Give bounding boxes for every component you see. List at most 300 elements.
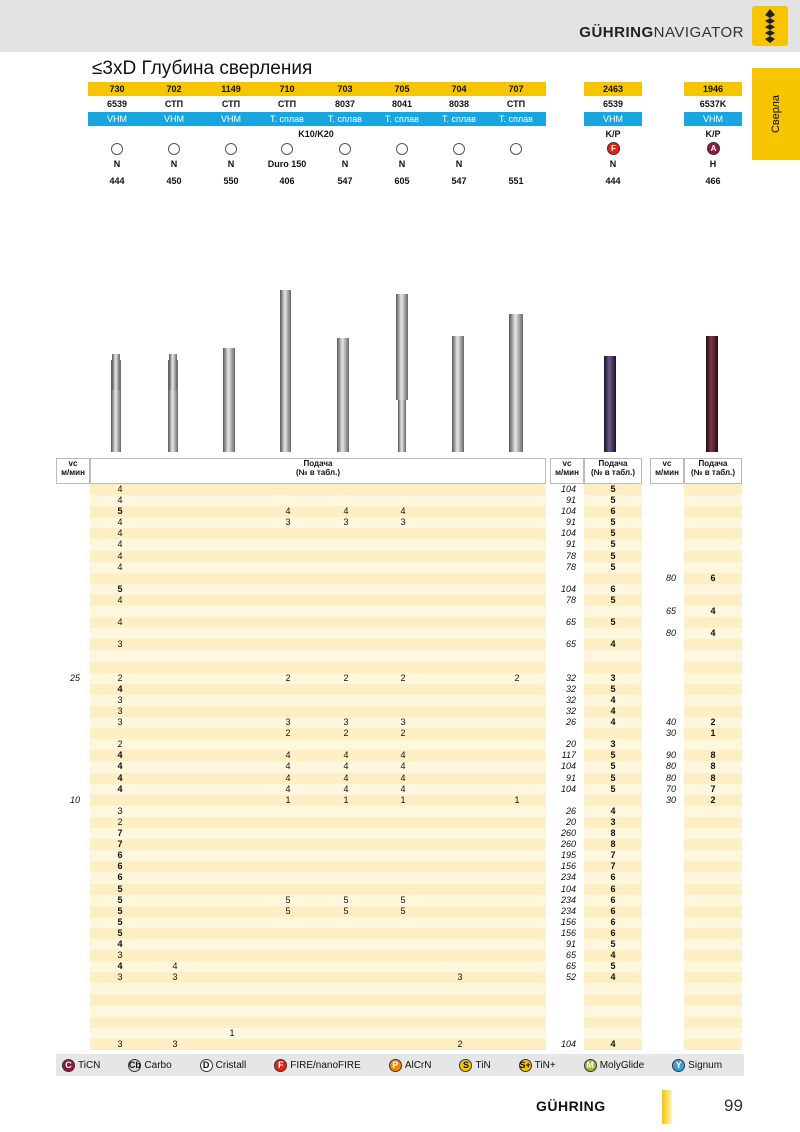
feed-cell-5: 4 [400,783,406,794]
legend-molyglide-icon: M [584,1059,597,1072]
groupC-grade: K/P [705,129,721,139]
feed-cell-0: 6 [117,861,123,872]
row-vc-c: 70 [665,783,676,794]
row-vc-c [652,961,676,972]
feed-cell-4: 4 [343,772,349,783]
row-vc-a [56,517,80,528]
feed-cell-5: 4 [400,772,406,783]
drill-2463 [604,356,616,452]
coating-circle-4 [339,143,351,155]
feed-cell-6 [454,584,466,595]
row-vc-b [552,650,576,661]
feed-cell-4 [340,739,352,750]
feed-cell-0: 4 [117,961,123,972]
feed-cell-1 [169,573,181,584]
drill-704 [452,336,464,452]
feed-cell-5 [397,662,409,673]
feed-cell-7 [511,606,523,617]
row-vc-c [652,1017,676,1028]
feed-cell-4: 1 [343,794,349,805]
feed-cell-5 [397,1039,409,1050]
row-vc-a [56,717,80,728]
feed-cell-7 [511,817,523,828]
feed-cell-3 [282,617,294,628]
feed-cell-7 [511,906,523,917]
row-vc-b: 32 [565,694,576,705]
groupA-shank-2: N [227,159,235,169]
feed-cell-5 [397,939,409,950]
feed-cell-4 [340,983,352,994]
feed-cell-7 [511,995,523,1006]
row-vc-c: 80 [665,761,676,772]
feed-cell-1 [169,628,181,639]
feed-cell-1 [169,884,181,895]
feed-cell-3 [282,1006,294,1017]
row-vc-a [56,939,80,950]
feed-cell-7 [511,884,523,895]
row-vc-a [56,1006,80,1017]
groupA-shank-5: N [398,159,406,169]
row-vc-c [652,995,676,1006]
row-vc-b: 104 [560,506,576,517]
drill-1149 [223,348,235,452]
feed-cell-3 [282,551,294,562]
footer-bar [662,1090,672,1124]
row-feed-c [706,662,720,673]
row-vc-c [652,506,676,517]
feed-cell-6 [454,983,466,994]
row-feed-b [606,728,620,739]
table-row-a [90,650,546,661]
row-feed-b: 5 [610,517,616,528]
feed-cell-3 [282,1039,294,1050]
feed-cell-7 [511,806,523,817]
table-row-a [90,717,546,728]
feed-cell-0 [114,606,126,617]
feed-cell-6 [454,506,466,517]
feed-cell-0: 3 [117,950,123,961]
feed-cell-5 [397,928,409,939]
feed-cell-6 [454,628,466,639]
feed-cell-1 [169,1006,181,1017]
feed-cell-6 [454,995,466,1006]
row-vc-a [56,961,80,972]
feed-cell-6 [454,884,466,895]
row-vc-b: 91 [565,517,576,528]
legend-carbo-icon: Cb [128,1060,141,1070]
feed-cell-1 [169,517,181,528]
feed-cell-3 [282,662,294,673]
feed-cell-4 [340,606,352,617]
feed-cell-5 [397,650,409,661]
feed-cell-0 [114,573,126,584]
feed-cell-3: 4 [285,761,291,772]
row-vc-c: 80 [665,772,676,783]
legend-label: TiN+ [534,1059,556,1071]
feed-cell-4: 4 [343,783,349,794]
row-vc-b: 104 [560,761,576,772]
feed-cell-5 [397,639,409,650]
drill-705 [396,294,408,452]
page-number: 99 [724,1096,743,1115]
feed-cell-3 [282,573,294,584]
feed-cell-2 [226,584,238,595]
row-vc-a [56,684,80,695]
feed-cell-4 [340,1039,352,1050]
row-vc-a [56,872,80,883]
feed-cell-4 [340,1006,352,1017]
feed-cell-7 [511,928,523,939]
row-vc-c [652,906,676,917]
groupB-norm: 444 [605,176,621,186]
row-feed-b: 5 [610,561,616,572]
row-vc-a [56,773,80,784]
row-vc-a [56,861,80,872]
feed-cell-3: 4 [285,783,291,794]
feed-cell-0 [114,628,126,639]
feed-cell-3 [282,817,294,828]
row-feed-c [706,595,720,606]
feed-cell-0 [114,1028,126,1039]
row-feed-c [706,506,720,517]
feed-cell-4 [340,928,352,939]
feed-cell-1 [169,606,181,617]
coating-circle-0 [111,143,123,155]
row-vc-c [652,617,676,628]
row-feed-b: 3 [610,816,616,827]
table-row-a [90,817,546,828]
row-vc-a [56,595,80,606]
row-vc-a [56,695,80,706]
feed-cell-1 [169,750,181,761]
feed-cell-6 [454,717,466,728]
legend-item-alcrn [389,1059,432,1072]
row-feed-c [706,517,720,528]
row-feed-b: 5 [610,594,616,605]
row-vc-a [56,662,80,673]
feed-cell-3 [282,1028,294,1039]
row-vc-a [56,972,80,983]
feed-cell-3 [282,606,294,617]
feed-cell-1 [169,551,181,562]
row-vc-a [56,828,80,839]
groupA-norm-7: 551 [508,176,524,186]
row-feed-b: 4 [610,717,616,728]
feed-cell-5 [397,595,409,606]
feed-cell-7 [511,850,523,861]
feed-cell-5 [397,606,409,617]
row-vc-a [56,495,80,506]
drill-730 [111,354,121,452]
row-vc-a [56,650,80,661]
row-vc-a [56,1039,80,1050]
row-feed-b [606,983,620,994]
feed-cell-2 [226,562,238,573]
table-row-a [90,795,546,806]
feed-cell-7 [511,839,523,850]
feed-cell-4: 2 [343,672,349,683]
feed-cell-2 [226,606,238,617]
feed-cell-2 [226,895,238,906]
feed-cell-4 [340,595,352,606]
section-tab-drills[interactable]: Сверла [752,68,800,160]
feed-cell-0: 5 [117,927,123,938]
feed-cell-2 [226,884,238,895]
feed-cell-2 [226,928,238,939]
feed-cell-1 [169,950,181,961]
row-vc-c [652,595,676,606]
feed-cell-2 [226,872,238,883]
row-vc-b: 91 [565,539,576,550]
feed-cell-5 [397,917,409,928]
feed-cell-4: 3 [343,517,349,528]
groupA-codes-2: 1149 [221,84,241,94]
groupA-materials-5: 8041 [391,99,413,109]
row-vc-c [652,850,676,861]
feed-cell-6 [454,517,466,528]
row-vc-c [652,928,676,939]
groupA-types-5: Т. сплав [385,114,419,124]
row-feed-b: 4 [610,694,616,705]
feed-cell-5 [397,551,409,562]
row-vc-b: 32 [565,672,576,683]
feed-cell-2 [226,739,238,750]
coating-circle-1 [168,143,180,155]
feed-cell-1 [169,695,181,706]
feed-cell-4 [340,562,352,573]
feed-cell-2 [226,861,238,872]
row-feed-c [706,917,720,928]
feed-cell-5 [397,484,409,495]
groupB-type: VHM [603,114,623,124]
feed-cell-5 [397,562,409,573]
feed-cell-0: 4 [117,761,123,772]
row-feed-c: 8 [710,750,716,761]
feed-cell-7 [511,484,523,495]
groupB-code: 2463 [602,84,624,94]
row-vc-c [652,639,676,650]
feed-cell-2 [226,639,238,650]
feed-cell-1 [169,739,181,750]
feed-cell-6 [454,872,466,883]
feed-cell-2 [226,995,238,1006]
row-vc-c: 40 [665,717,676,728]
table-row-a [90,517,546,528]
row-vc-b: 156 [560,927,576,938]
feed-cell-6 [454,673,466,684]
table-row-a [90,617,546,628]
feed-cell-6 [454,728,466,739]
feed-cell-2 [226,795,238,806]
row-vc-b: 156 [560,916,576,927]
feed-cell-6 [454,761,466,772]
row-feed-b: 6 [610,927,616,938]
table-row-a [90,484,546,495]
feed-cell-7 [511,717,523,728]
row-vc-a [56,950,80,961]
feed-cell-0 [114,795,126,806]
feed-cell-5 [397,495,409,506]
row-vc-a [56,606,80,617]
feed-cell-7 [511,972,523,983]
feed-cell-0: 7 [117,828,123,839]
row-feed-c [706,817,720,828]
feed-cell-1 [169,917,181,928]
th-vc-a [56,458,90,484]
feed-cell-6: 3 [457,972,463,983]
row-feed-b: 4 [610,639,616,650]
table-row-a [90,806,546,817]
row-vc-c [652,861,676,872]
feed-cell-4 [340,484,352,495]
row-vc-a [56,739,80,750]
row-vc-a [56,806,80,817]
feed-cell-5 [397,1006,409,1017]
drill-707 [509,314,523,452]
th-feed-b-main: Подача [598,459,628,468]
feed-cell-4 [340,806,352,817]
row-vc-c [652,684,676,695]
feed-cell-5 [397,739,409,750]
feed-cell-1 [169,639,181,650]
row-feed-b: 5 [610,495,616,506]
row-feed-c [706,983,720,994]
legend-item-carbo [128,1059,171,1072]
row-vc-b: 78 [565,594,576,605]
feed-cell-2 [226,539,238,550]
feed-cell-1 [169,562,181,573]
row-vc-c [652,495,676,506]
feed-cell-1 [169,528,181,539]
feed-cell-0 [114,662,126,673]
feed-cell-6 [454,484,466,495]
table-row-a [90,528,546,539]
feed-cell-6 [454,1006,466,1017]
groupA-codes-0: 730 [109,84,125,94]
row-feed-b: 5 [610,961,616,972]
table-row-a [90,784,546,795]
feed-cell-4 [340,584,352,595]
table-row-a [90,861,546,872]
feed-cell-2 [226,817,238,828]
row-vc-a [56,1017,80,1028]
feed-cell-6 [454,639,466,650]
row-feed-c: 8 [710,772,716,783]
table-row-a [90,739,546,750]
feed-cell-4 [340,684,352,695]
row-feed-b: 5 [610,783,616,794]
table-row-a [90,850,546,861]
row-vc-a [56,917,80,928]
th-feed-a-main: Подача [303,459,333,468]
feed-cell-2 [226,573,238,584]
row-vc-a [56,761,80,772]
feed-cell-3 [282,595,294,606]
feed-cell-2 [226,828,238,839]
drill-702 [168,354,178,452]
row-vc-c [652,695,676,706]
row-feed-b [606,650,620,661]
table-row-a [90,562,546,573]
feed-cell-1 [169,662,181,673]
row-feed-b: 8 [610,828,616,839]
feed-cell-1 [169,617,181,628]
feed-cell-6 [454,706,466,717]
feed-cell-1 [169,728,181,739]
row-feed-c [706,884,720,895]
row-vc-a [56,639,80,650]
groupA-norm-5: 605 [394,176,410,186]
table-row-a [90,662,546,673]
feed-cell-7 [511,539,523,550]
table-row-a [90,917,546,928]
feed-cell-4 [340,495,352,506]
feed-cell-3 [282,828,294,839]
feed-cell-6 [454,1028,466,1039]
row-feed-c: 4 [710,628,716,639]
legend-label: TiN [475,1059,491,1071]
feed-cell-6 [454,739,466,750]
feed-cell-6 [454,928,466,939]
groupC-shank: H [709,159,717,169]
row-feed-b: 4 [610,705,616,716]
feed-cell-0: 4 [117,783,123,794]
row-vc-b: 65 [565,617,576,628]
groupA-codes-6: 704 [451,84,467,94]
feed-cell-2 [226,706,238,717]
feed-cell-0 [114,983,126,994]
feed-cell-3 [282,1017,294,1028]
table-row-a [90,695,546,706]
feed-cell-7 [511,1017,523,1028]
table-row-a [90,1028,546,1039]
row-vc-b: 195 [560,850,576,861]
groupA-shank-4: N [341,159,349,169]
row-feed-b [606,1006,620,1017]
row-feed-b [606,995,620,1006]
row-vc-a [56,539,80,550]
row-feed-c [706,939,720,950]
feed-cell-7 [511,983,523,994]
feed-cell-4 [340,1017,352,1028]
feed-cell-7 [511,1028,523,1039]
feed-cell-4 [340,1028,352,1039]
feed-cell-1 [169,928,181,939]
row-feed-b: 4 [610,972,616,983]
row-vc-c [652,562,676,573]
th-feed-c [684,458,742,484]
groupB-material: 6539 [602,99,624,109]
row-vc-b: 234 [560,872,576,883]
feed-cell-0: 4 [117,750,123,761]
feed-cell-2 [226,551,238,562]
table-row-a [90,895,546,906]
row-vc-b: 104 [560,1038,576,1049]
feed-cell-0: 3 [117,639,123,650]
feed-cell-2 [226,506,238,517]
feed-cell-5 [397,1017,409,1028]
drill-icon [752,6,788,46]
groupC-material: 6537K [699,99,727,109]
row-vc-b: 78 [565,561,576,572]
row-feed-b [606,795,620,806]
row-vc-b [552,662,576,673]
th-feed-b-sub: (№ в табл.) [590,468,636,477]
feed-cell-6 [454,839,466,850]
drill-1946 [706,336,718,452]
groupA-norm-4: 547 [337,176,353,186]
groupA-grade: K10/K20 [298,129,334,139]
